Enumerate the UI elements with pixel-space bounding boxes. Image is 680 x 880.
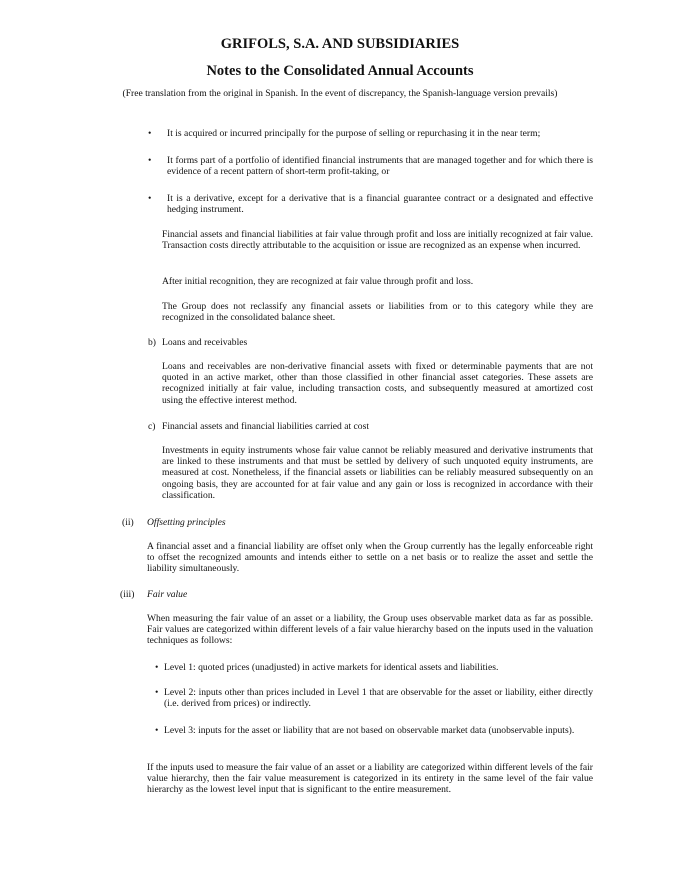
paragraph: If the inputs used to measure the fair value of an asset or a liability are categorized within different levels of the fair value hierarchy, then the fair value measurement is categorized in its entirety in the same level of the fair value hierarchy as the lowest level input that is significant to the entire measurement.: [147, 762, 593, 796]
bullet-item: It is acquired or incurred principally for the purpose of selling or repurchasing it in the near term;: [167, 128, 541, 139]
paragraph: The Group does not reclassify any financial assets or liabilities from or to this category while they are recognized in the consolidated balance sheet.: [162, 301, 593, 324]
section-marker: b): [148, 337, 156, 348]
company-heading: GRIFOLS, S.A. AND SUBSIDIARIES: [220, 36, 460, 52]
bullet-item: It forms part of a portfolio of identified financial instruments that are managed together and for which there is evidence of a recent pattern of short-term profit-taking, or: [167, 155, 593, 178]
bullet-symbol: •: [155, 662, 159, 673]
paragraph: Investments in equity instruments whose fair value cannot be reliably measured and derivative instruments that are linked to these instruments and that must be settled by delivery of such unquoted equity instruments, are measured at cost. Nonetheless, if the financial assets or liabilities can be reliably measured subsequently on an ongoing basis, they are accounted for at fair value and any gain or loss is recognized in accordance with their classification.: [162, 445, 593, 501]
bullet-symbol: •: [148, 193, 152, 204]
paragraph: A financial asset and a financial liability are offset only when the Group currently has the legally enforceable right to offset the recognized amounts and intends either to settle on a net basis or to realize the asset and settle the liability simultaneously.: [147, 541, 593, 575]
section-marker: (iii): [120, 589, 135, 600]
level-item: Level 1: quoted prices (unadjusted) in active markets for identical assets and liabilities.: [164, 662, 499, 673]
section-title: Financial assets and financial liabilities carried at cost: [162, 421, 369, 432]
paragraph: Financial assets and financial liabilities at fair value through profit and loss are initially recognized at fair value. Transaction costs directly attributable to the acquisition or issue are recognized as an expense when incurred.: [162, 229, 593, 252]
section-marker: (ii): [122, 517, 134, 528]
bullet-symbol: •: [148, 155, 152, 166]
paragraph: Loans and receivables are non-derivative financial assets with fixed or determinable payments that are not quoted in an active market, other than those classified in other financial asset categories. These assets are recognized initially at fair value, including transaction costs, and subsequently measured at amortized cost using the effective interest method.: [162, 361, 593, 406]
bullet-item: It is a derivative, except for a derivative that is a financial guarantee contract or a designated and effective hedging instrument.: [167, 193, 593, 216]
bullet-symbol: •: [148, 128, 152, 139]
section-title: Offsetting principles: [147, 517, 226, 528]
paragraph: After initial recognition, they are recognized at fair value through profit and loss.: [162, 276, 474, 287]
section-marker: c): [148, 421, 156, 432]
section-title: Loans and receivables: [162, 337, 248, 348]
bullet-symbol: •: [155, 687, 159, 698]
section-title: Fair value: [147, 589, 188, 600]
translation-note: (Free translation from the original in Spanish. In the event of discrepancy, the Spanish-language version prevails): [122, 88, 558, 99]
level-item: Level 2: inputs other than prices included in Level 1 that are observable for the asset or liability, either directly (i.e. derived from prices) or indirectly.: [164, 687, 593, 710]
paragraph: When measuring the fair value of an asset or a liability, the Group uses observable market data as far as possible. Fair values are categorized within different levels of a fair value hierarchy based on the inputs used in the valuation techniques as follows:: [147, 613, 593, 647]
notes-title: Notes to the Consolidated Annual Accounts: [206, 63, 474, 79]
bullet-symbol: •: [155, 725, 159, 736]
level-item: Level 3: inputs for the asset or liability that are not based on observable market data (unobservable inputs).: [164, 725, 575, 736]
